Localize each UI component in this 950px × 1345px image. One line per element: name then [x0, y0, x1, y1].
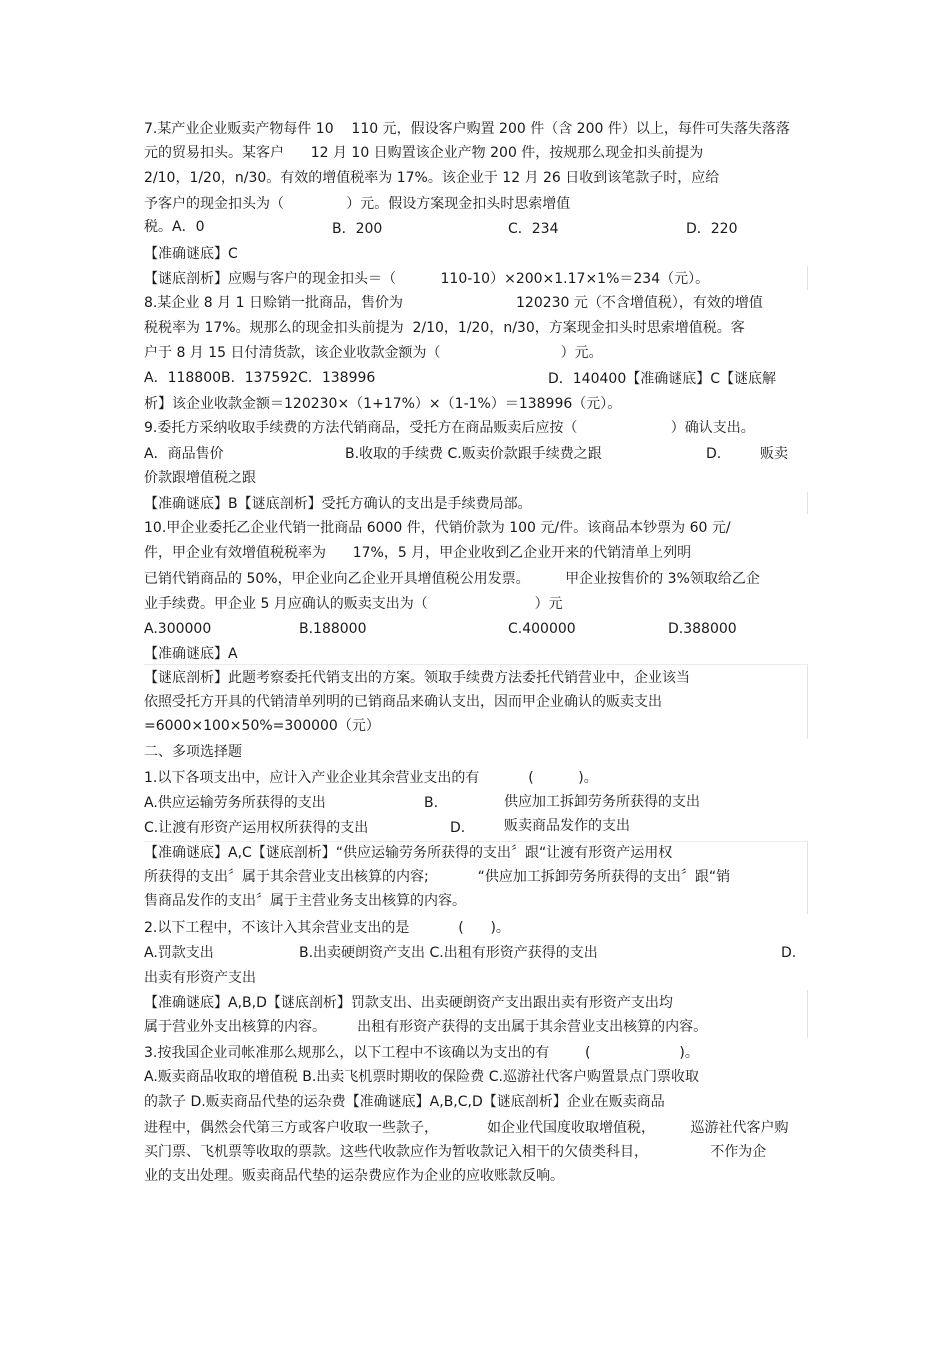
m1-line-1: 1.以下各项支出中，应计入产业企业其余营业支出的有 ( )。: [144, 770, 598, 786]
m1-option-d-label: D.: [450, 820, 466, 836]
q7-option-c: C．234: [508, 221, 559, 237]
q8-line-1b: 120230 元（不含增值税），有效的增值: [516, 295, 763, 311]
q10-analysis-3: =6000×100×50%=300000（元）: [144, 718, 380, 734]
m2-option-d-text: 出卖有形资产支出: [144, 970, 256, 986]
q9-option-a: A．商品售价: [144, 446, 224, 462]
m2-option-a: A.罚款支出: [144, 945, 214, 961]
q10-answer: 【准确谜底】A: [144, 646, 238, 662]
m1-option-c: C.让渡有形资产运用权所获得的支出: [144, 820, 369, 836]
q7-option-a: 税。A．0: [144, 219, 205, 235]
q7-analysis: 【谜底剖析】应赐与客户的现金扣头＝（ 110-10）×200×1.17×1%＝234（元）。: [144, 271, 710, 287]
q8-option-d-answer: D．140400【准确谜底】C【谜底解: [548, 371, 776, 387]
m1-option-d-text: 贩卖商品发作的支出: [504, 818, 630, 834]
m1-option-b-text: 供应加工拆卸劳务所获得的支出: [504, 794, 700, 810]
q10-line-4: 业手续费。甲企业 5 月应确认的贩卖支出为（ ）元: [144, 596, 563, 612]
m2-option-bc: B.出卖硬朗资产支出 C.出租有形资产获得的支出: [299, 945, 598, 961]
m1-answer-3: 售商品发作的支出〞属于主营业务支出核算的内容。: [144, 893, 466, 909]
q7-line-1: 7.某产业企业贩卖产物每件 10 110 元，假设客户购置 200 件（含 200 件）以上，每件可失落失落落: [144, 121, 790, 137]
q10-line-3: 已销代销商品的 50%，甲企业向乙企业开具增值税公用发票。 甲企业按售价的 3%领取给乙企: [144, 571, 760, 587]
q7-line-4: 予客户的现金扣头为（ ）元。假设方案现金扣头时思索增值: [144, 196, 571, 212]
section-heading: 二、多项选择题: [144, 744, 242, 760]
q10-option-a: A.300000: [144, 621, 212, 637]
q7-line-3: 2/10，1/20，n/30。有效的增值税率为 17%。该企业于 12 月 26 日收到该笔款子时，应给: [144, 170, 720, 186]
m1-option-a: A.供应运输劳务所获得的支出: [144, 795, 326, 811]
q7-option-d: D．220: [686, 221, 738, 237]
q10-analysis-1: 【谜底剖析】此题考察委托代销支出的方案。领取手续费方法委托代销营业中，企业该当: [144, 670, 690, 686]
m3-line-4: 进程中，偶然会代第三方或客户收取一些款子， 如企业代国度收取增值税， 巡游社代客户购: [144, 1120, 789, 1136]
q8-options-abc: A．118800B．137592C．138996: [144, 370, 376, 386]
q9-option-bc: B.收取的手续费 C.贩卖价款跟手续费之跟: [345, 446, 602, 462]
m3-line-3: 的款子 D.贩卖商品代垫的运杂费【准确谜底】A,B,C,D【谜底剖析】企业在贩卖商品: [144, 1094, 665, 1110]
q8-line-2: 税税率为 17%。规那么的现金扣头前提为 2/10，1/20，n/30，方案现金扣头时思索增值税。客: [144, 320, 745, 336]
q10-option-c: C.400000: [508, 621, 576, 637]
m2-line-1: 2.以下工程中，不该计入其余营业支出的是 ( )。: [144, 920, 510, 936]
q10-option-b: B.188000: [299, 621, 367, 637]
q10-line-2: 件，甲企业有效增值税税率为 17%，5 月，甲企业收到乙企业开来的代销清单上列明: [144, 545, 692, 561]
q7-line-2: 元的贸易扣头。某客户 12 月 10 日购置该企业产物 200 件，按规那么现金扣头前提为: [144, 145, 704, 161]
m2-answer-2: 属于营业外支出核算的内容。 出租有形资产获得的支出属于其余营业支出核算的内容。: [144, 1019, 708, 1035]
q9-line-1: 9.委托方采纳收取手续费的方法代销商品，受托方在商品贩卖后应按（ ）确认支出。: [144, 420, 755, 436]
m3-line-5: 买门票、飞机票等收取的票款。这些代收款应作为暂收款记入相干的欠债类科目， 不作为企: [144, 1144, 767, 1160]
q9-answer: 【准确谜底】B【谜底剖析】受托方确认的支出是手续费局部。: [144, 496, 532, 512]
m1-option-b-label: B.: [424, 795, 439, 811]
m2-answer-1: 【准确谜底】A,B,D【谜底剖析】罚款支出、出卖硬朗资产支出跟出卖有形资产支出均: [144, 995, 673, 1011]
m3-line-6: 业的支出处理。贩卖商品代垫的运杂费应作为企业的应收账款反响。: [144, 1168, 564, 1184]
q9-option-d-cont: 价款跟增值税之跟: [144, 470, 256, 486]
q9-option-d-text: 贩卖: [760, 446, 788, 462]
q10-analysis-2: 依照受托方开具的代销清单列明的已销商品来确认支出，因而甲企业确认的贩卖支出: [144, 694, 662, 710]
q9-option-d-label: D.: [706, 446, 722, 462]
q7-option-b: B．200: [332, 221, 383, 237]
q8-line-3: 户于 8 月 15 日付清货款，该企业收款金额为（ ）元。: [144, 345, 603, 361]
m1-answer-1: 【准确谜底】A,C【谜底剖析】“供应运输劳务所获得的支出〞跟“让渡有形资产运用权: [144, 845, 673, 861]
q8-analysis: 析】该企业收款金额＝120230×（1+17%）×（1-1%）＝138996（元）。: [144, 396, 622, 412]
q7-answer: 【准确谜底】C: [144, 246, 238, 262]
q10-option-d: D.388000: [668, 621, 737, 637]
m1-answer-2: 所获得的支出〞属于其余营业支出核算的内容; “供应加工拆卸劳务所获得的支出〞跟“销: [144, 869, 731, 885]
m2-option-d-label: D.: [781, 945, 797, 961]
m3-line-1: 3.按我国企业司帐准那么规那么，以下工程中不该确以为支出的有 ( )。: [144, 1045, 699, 1061]
q8-line-1a: 8.某企业 8 月 1 日赊销一批商品，售价为: [144, 295, 403, 311]
q10-line-1: 10.甲企业委托乙企业代销一批商品 6000 件，代销价款为 100 元/件。该商品本钞票为 60 元/: [144, 520, 731, 536]
m3-line-2: A.贩卖商品收取的增值税 B.出卖飞机票时期收的保险费 C.巡游社代客户购置景点门票收取: [144, 1069, 699, 1085]
